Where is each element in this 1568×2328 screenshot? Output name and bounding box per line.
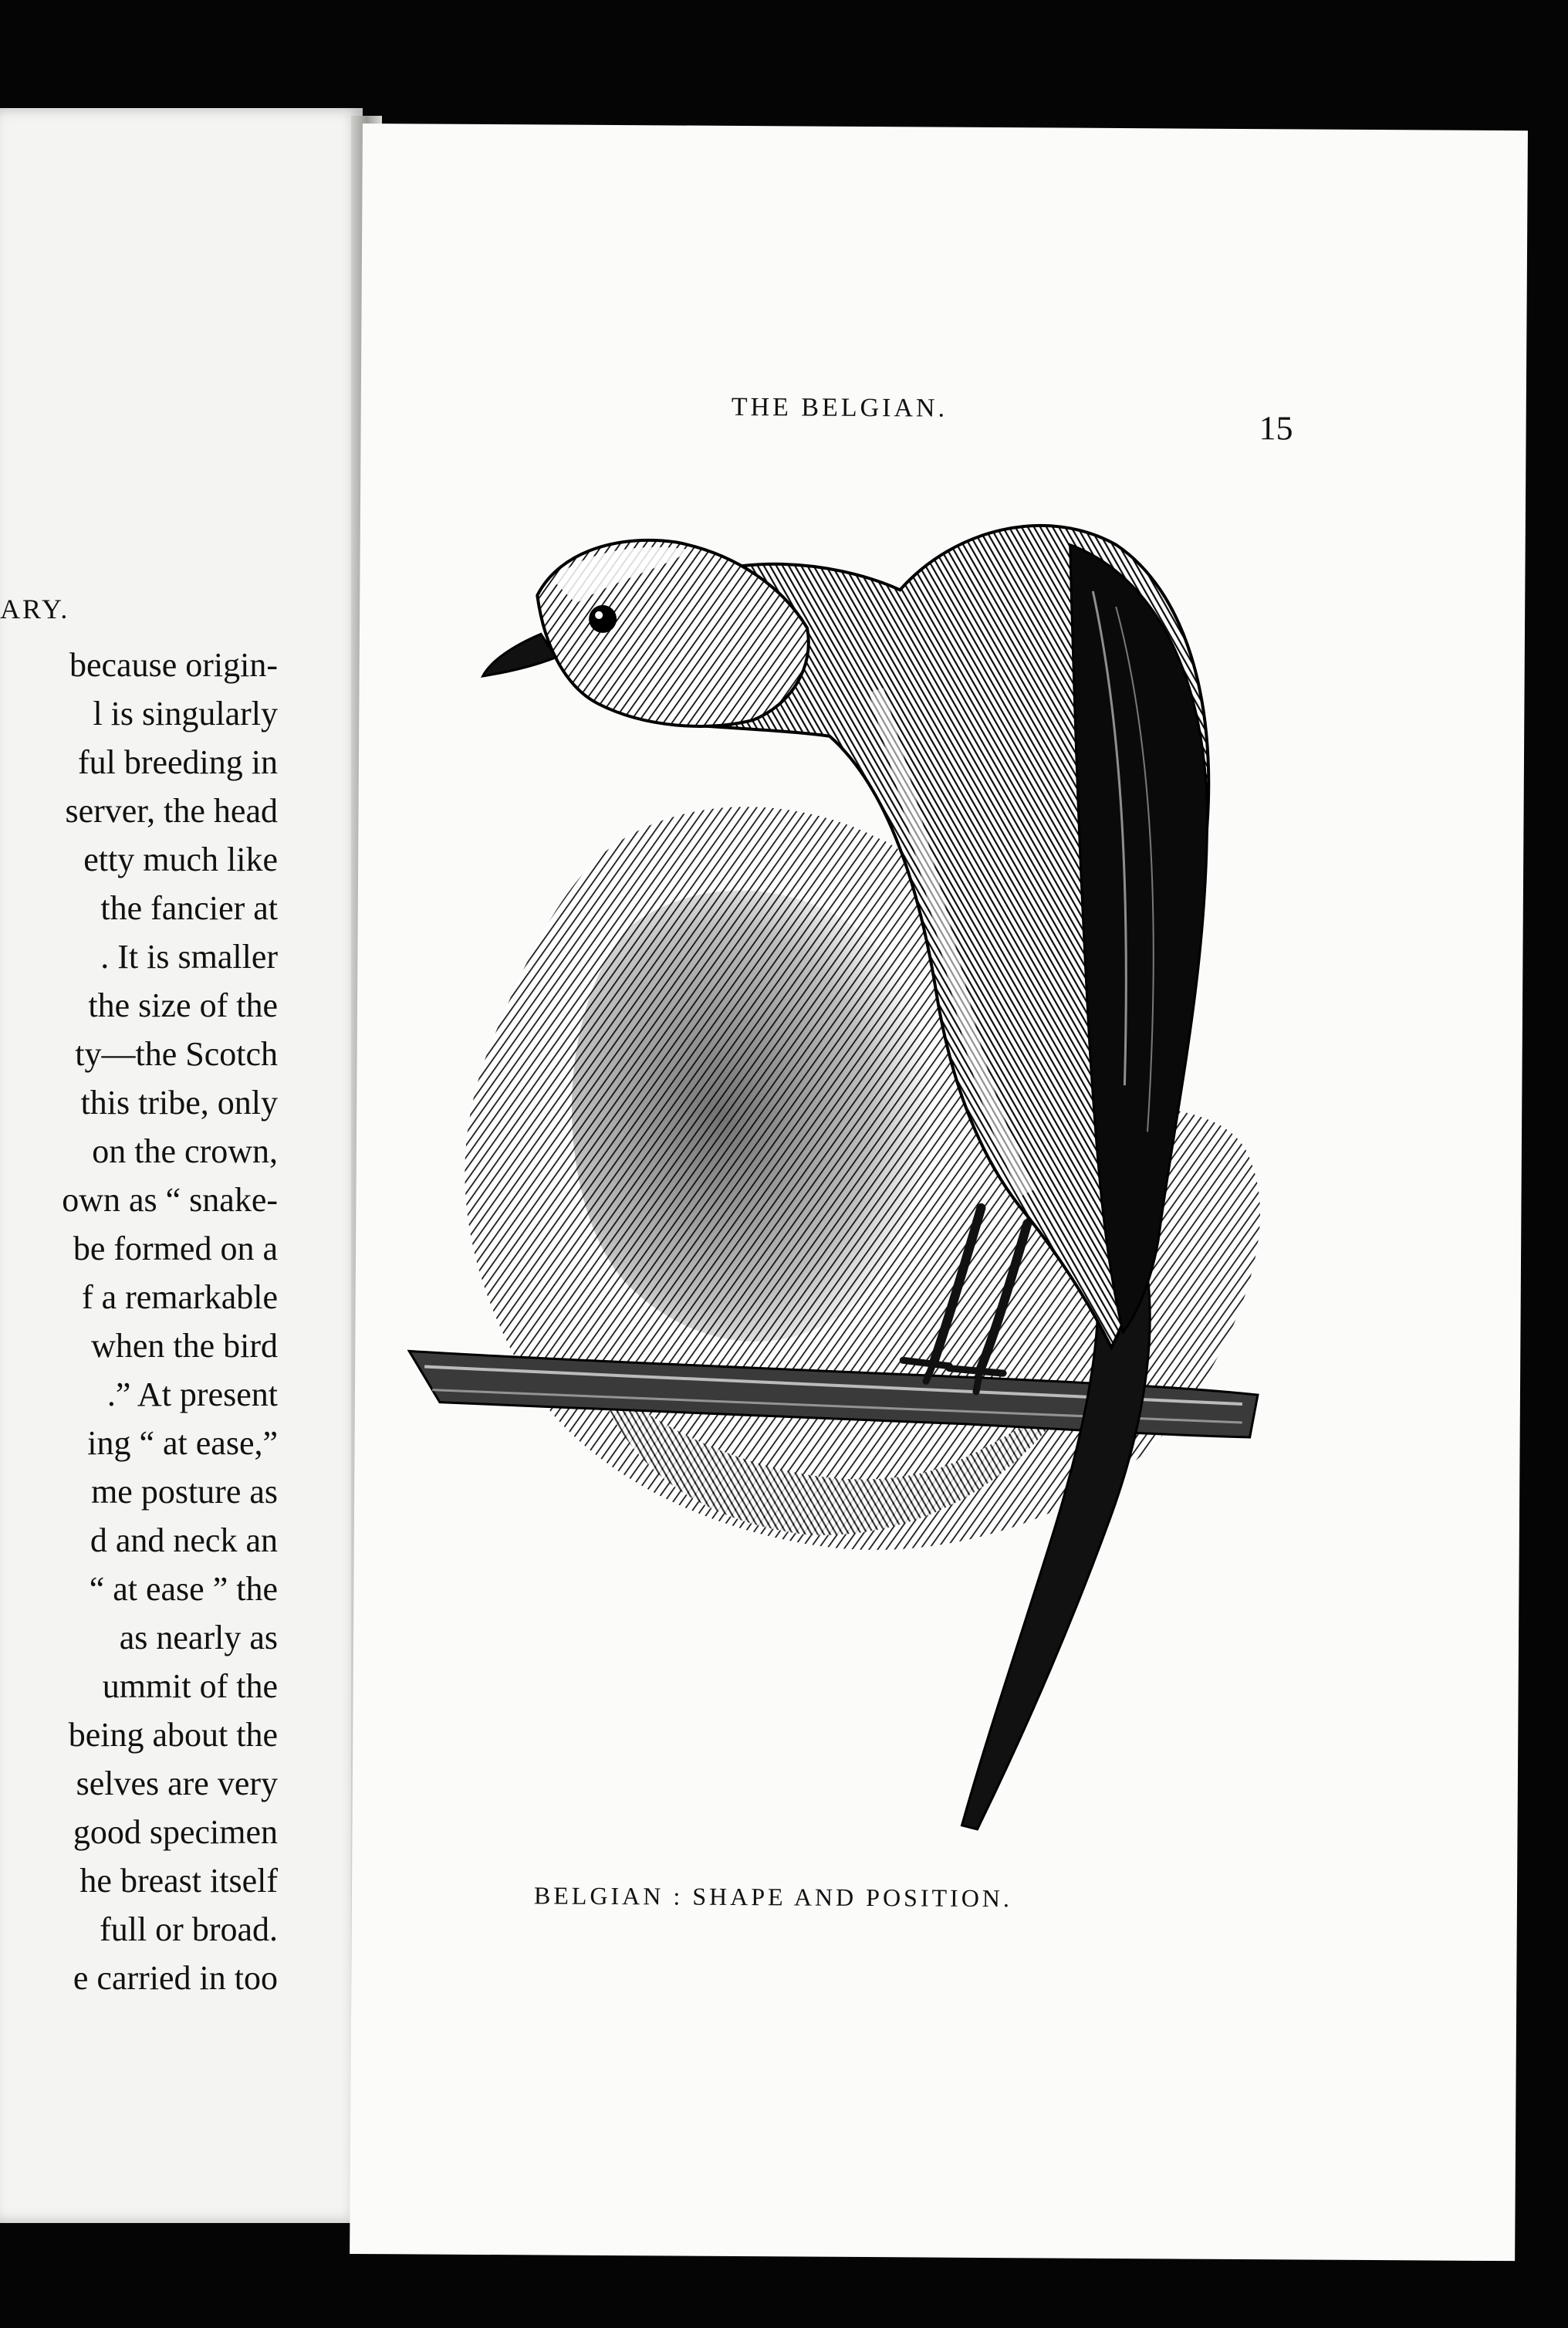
page-number: 15 (1259, 409, 1293, 448)
text-line: ty—the Scotch (75, 1035, 278, 1073)
right-page (350, 124, 1528, 2261)
text-line: . It is smaller (100, 938, 278, 976)
text-line: own as “ snake- (62, 1181, 278, 1219)
text-line: selves are very (76, 1765, 278, 1802)
text-line: the size of the (88, 986, 278, 1024)
text-line: on the crown, (92, 1132, 278, 1170)
text-line: good specimen (73, 1813, 278, 1851)
text-line: be formed on a (73, 1230, 278, 1267)
left-page (0, 108, 363, 2223)
text-line: ing “ at ease,” (87, 1424, 278, 1462)
text-line: the fancier at (100, 889, 278, 927)
text-line: as nearly as (119, 1619, 278, 1656)
text-line: e carried in too (73, 1959, 278, 1997)
running-head: THE BELGIAN. (731, 392, 948, 423)
left-page-text (0, 641, 278, 2002)
text-line: server, the head (65, 792, 278, 830)
text-line: being about the (68, 1716, 278, 1754)
text-line: full or broad. (100, 1910, 278, 1948)
bird-illustration (390, 494, 1279, 1889)
text-line: .” At present (106, 1375, 278, 1413)
bird-eye (589, 605, 617, 633)
figure-caption: BELGIAN : SHAPE AND POSITION. (533, 1881, 1013, 1913)
text-line: f a remarkable (81, 1278, 278, 1316)
text-line: when the bird (91, 1327, 278, 1365)
text-line: l is singularly (93, 695, 278, 733)
text-line: “ at ease ” the (89, 1570, 278, 1608)
text-line: because origin- (69, 646, 278, 684)
text-line: ful breeding in (77, 743, 278, 781)
text-line: d and neck an (90, 1521, 278, 1559)
text-line: he breast itself (79, 1862, 278, 1900)
bird-beak (483, 634, 556, 677)
text-line: etty much like (83, 841, 278, 878)
text-line: me posture as (91, 1473, 278, 1511)
left-page-heading: ARY. (0, 594, 70, 624)
text-line: ummit of the (102, 1667, 278, 1705)
text-line: this tribe, only (80, 1084, 278, 1122)
